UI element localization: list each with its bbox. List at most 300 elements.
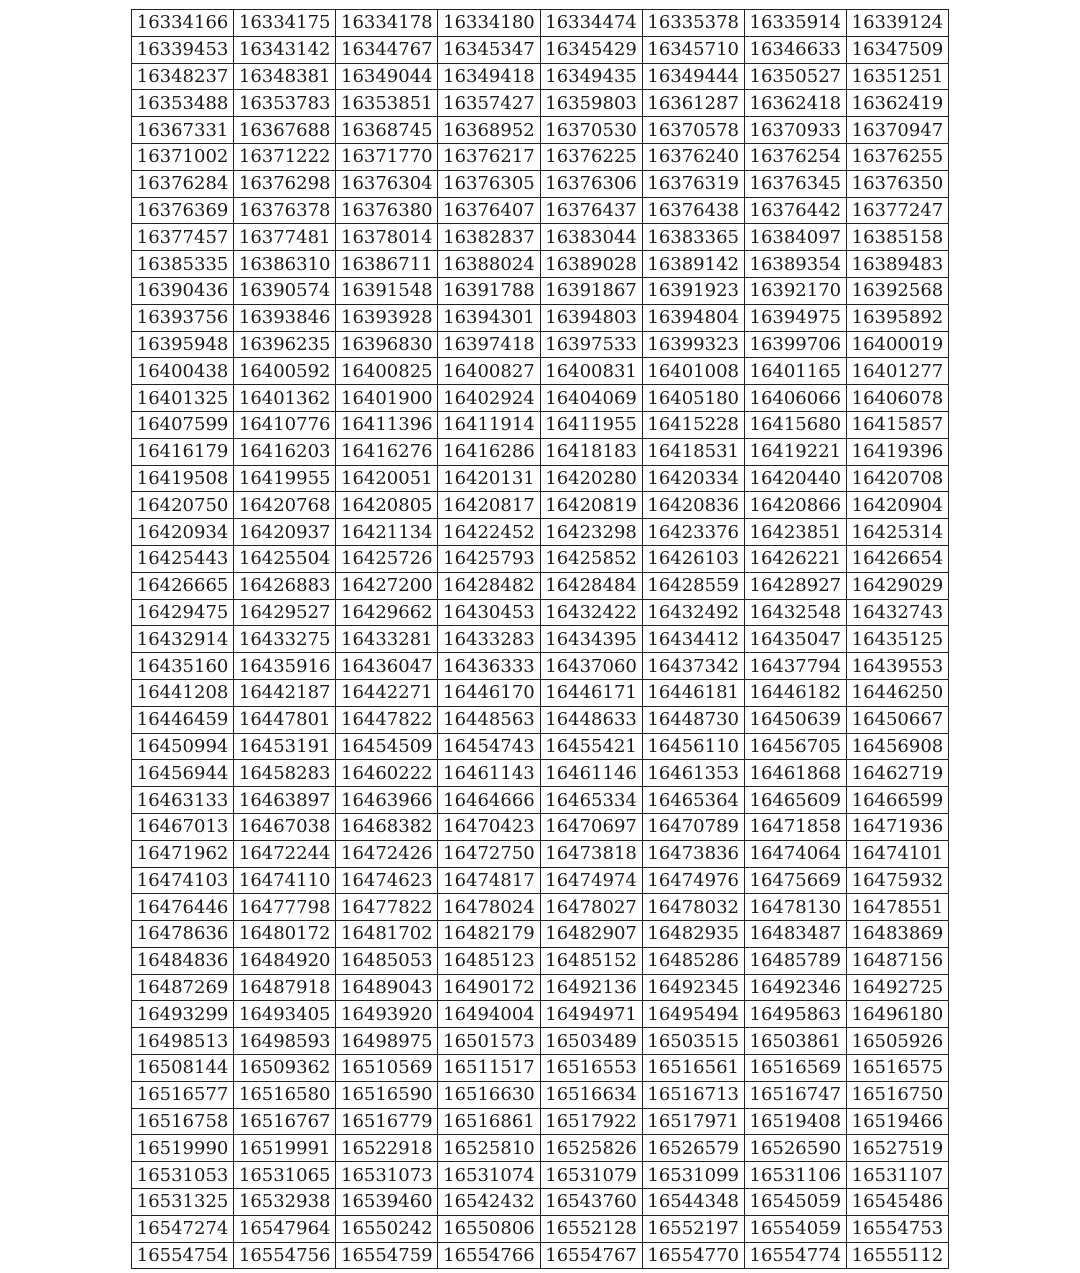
table-cell: 16389142 — [642, 251, 744, 278]
table-cell: 16401900 — [336, 385, 438, 412]
table-cell: 16517922 — [540, 1108, 642, 1135]
table-cell: 16475669 — [744, 867, 846, 894]
table-cell: 16516575 — [846, 1055, 948, 1082]
table-cell: 16516553 — [540, 1055, 642, 1082]
table-cell: 16416286 — [438, 438, 540, 465]
table-cell: 16487918 — [234, 974, 336, 1001]
table-cell: 16368745 — [336, 117, 438, 144]
table-cell: 16429475 — [132, 599, 234, 626]
table-cell: 16525826 — [540, 1135, 642, 1162]
table-cell: 16495494 — [642, 1001, 744, 1028]
table-cell: 16420934 — [132, 519, 234, 546]
table-cell: 16485053 — [336, 947, 438, 974]
table-cell: 16432422 — [540, 599, 642, 626]
table-cell: 16466599 — [846, 787, 948, 814]
table-cell: 16433283 — [438, 626, 540, 653]
table-cell: 16477822 — [336, 894, 438, 921]
table-cell: 16456944 — [132, 760, 234, 787]
table-cell: 16394975 — [744, 304, 846, 331]
table-cell: 16416203 — [234, 438, 336, 465]
table-cell: 16492136 — [540, 974, 642, 1001]
table-cell: 16494004 — [438, 1001, 540, 1028]
table-cell: 16545059 — [744, 1189, 846, 1216]
table-cell: 16531074 — [438, 1162, 540, 1189]
table-cell: 16344767 — [336, 36, 438, 63]
table-cell: 16519990 — [132, 1135, 234, 1162]
table-row — [132, 90, 949, 117]
table-cell: 16399706 — [744, 331, 846, 358]
table-cell: 16368952 — [438, 117, 540, 144]
table-cell: 16429662 — [336, 599, 438, 626]
table-cell: 16432914 — [132, 626, 234, 653]
table-cell: 16376217 — [438, 143, 540, 170]
table-cell: 16394301 — [438, 304, 540, 331]
table-cell: 16474103 — [132, 867, 234, 894]
table-cell: 16376240 — [642, 143, 744, 170]
table-cell: 16397533 — [540, 331, 642, 358]
table-cell: 16463897 — [234, 787, 336, 814]
table-row — [132, 63, 949, 90]
table-cell: 16437060 — [540, 653, 642, 680]
table-cell: 16516767 — [234, 1108, 336, 1135]
table-cell: 16376255 — [846, 143, 948, 170]
table-cell: 16485123 — [438, 947, 540, 974]
table-cell: 16367331 — [132, 117, 234, 144]
table-cell: 16496180 — [846, 1001, 948, 1028]
table-cell: 16475932 — [846, 867, 948, 894]
table-cell: 16383044 — [540, 224, 642, 251]
table-row — [132, 653, 949, 680]
table-cell: 16339124 — [846, 10, 948, 37]
table-cell: 16347509 — [846, 36, 948, 63]
table-cell: 16473818 — [540, 840, 642, 867]
table-row — [132, 1108, 949, 1135]
table-cell: 16516590 — [336, 1081, 438, 1108]
table-cell: 16532938 — [234, 1189, 336, 1216]
table-cell: 16400827 — [438, 358, 540, 385]
table-cell: 16435047 — [744, 626, 846, 653]
table-cell: 16554753 — [846, 1215, 948, 1242]
table-cell: 16508144 — [132, 1055, 234, 1082]
table-cell: 16492346 — [744, 974, 846, 1001]
table-cell: 16545486 — [846, 1189, 948, 1216]
table-cell: 16394803 — [540, 304, 642, 331]
table-cell: 16531099 — [642, 1162, 744, 1189]
table-cell: 16427200 — [336, 572, 438, 599]
table-cell: 16455421 — [540, 733, 642, 760]
table-cell: 16430453 — [438, 599, 540, 626]
table-cell: 16392170 — [744, 277, 846, 304]
table-cell: 16554756 — [234, 1242, 336, 1269]
table-cell: 16425852 — [540, 545, 642, 572]
table-cell: 16423376 — [642, 519, 744, 546]
table-cell: 16425314 — [846, 519, 948, 546]
table-cell: 16478024 — [438, 894, 540, 921]
table-cell: 16531065 — [234, 1162, 336, 1189]
table-cell: 16531079 — [540, 1162, 642, 1189]
table-cell: 16461353 — [642, 760, 744, 787]
table-cell: 16458283 — [234, 760, 336, 787]
table-cell: 16389028 — [540, 251, 642, 278]
table-cell: 16426883 — [234, 572, 336, 599]
table-cell: 16345710 — [642, 36, 744, 63]
table-cell: 16345429 — [540, 36, 642, 63]
table-cell: 16391867 — [540, 277, 642, 304]
table-cell: 16350527 — [744, 63, 846, 90]
table-cell: 16554767 — [540, 1242, 642, 1269]
table-cell: 16474976 — [642, 867, 744, 894]
table-cell: 16471936 — [846, 813, 948, 840]
table-cell: 16474974 — [540, 867, 642, 894]
table-cell: 16395892 — [846, 304, 948, 331]
table-cell: 16472750 — [438, 840, 540, 867]
table-cell: 16371770 — [336, 143, 438, 170]
table-cell: 16353783 — [234, 90, 336, 117]
table-cell: 16420819 — [540, 492, 642, 519]
table-cell: 16406078 — [846, 385, 948, 412]
table-cell: 16420440 — [744, 465, 846, 492]
table-cell: 16435160 — [132, 653, 234, 680]
table-cell: 16385335 — [132, 251, 234, 278]
table-row — [132, 1055, 949, 1082]
table-cell: 16371002 — [132, 143, 234, 170]
table-cell: 16391923 — [642, 277, 744, 304]
table-cell: 16357427 — [438, 90, 540, 117]
table-cell: 16426665 — [132, 572, 234, 599]
table-cell: 16415680 — [744, 411, 846, 438]
table-cell: 16503489 — [540, 1028, 642, 1055]
table-cell: 16516569 — [744, 1055, 846, 1082]
table-row — [132, 143, 949, 170]
table-cell: 16400019 — [846, 331, 948, 358]
table-cell: 16516713 — [642, 1081, 744, 1108]
table-cell: 16371222 — [234, 143, 336, 170]
table-cell: 16423851 — [744, 519, 846, 546]
table-row — [132, 1162, 949, 1189]
table-cell: 16472244 — [234, 840, 336, 867]
table-cell: 16478551 — [846, 894, 948, 921]
table-cell: 16446171 — [540, 679, 642, 706]
table-cell: 16376350 — [846, 170, 948, 197]
table-cell: 16339453 — [132, 36, 234, 63]
table-row — [132, 1242, 949, 1269]
table-cell: 16388024 — [438, 251, 540, 278]
table-cell: 16439553 — [846, 653, 948, 680]
table-cell: 16426221 — [744, 545, 846, 572]
table-cell: 16554759 — [336, 1242, 438, 1269]
table-cell: 16386711 — [336, 251, 438, 278]
table-cell: 16418183 — [540, 438, 642, 465]
table-cell: 16378014 — [336, 224, 438, 251]
table-cell: 16401165 — [744, 358, 846, 385]
table-cell: 16420708 — [846, 465, 948, 492]
table-cell: 16503515 — [642, 1028, 744, 1055]
table-cell: 16349435 — [540, 63, 642, 90]
table-cell: 16435125 — [846, 626, 948, 653]
table-cell: 16410776 — [234, 411, 336, 438]
table-cell: 16370530 — [540, 117, 642, 144]
table-cell: 16367688 — [234, 117, 336, 144]
id-number-table-body — [132, 10, 949, 1269]
table-cell: 16476446 — [132, 894, 234, 921]
table-cell: 16390436 — [132, 277, 234, 304]
table-cell: 16554766 — [438, 1242, 540, 1269]
table-cell: 16334180 — [438, 10, 540, 37]
table-cell: 16554774 — [744, 1242, 846, 1269]
table-cell: 16490172 — [438, 974, 540, 1001]
table-cell: 16416179 — [132, 438, 234, 465]
table-cell: 16436333 — [438, 653, 540, 680]
table-cell: 16494971 — [540, 1001, 642, 1028]
table-row — [132, 277, 949, 304]
table-cell: 16393846 — [234, 304, 336, 331]
table-cell: 16522918 — [336, 1135, 438, 1162]
table-row — [132, 251, 949, 278]
table-row — [132, 572, 949, 599]
table-cell: 16420750 — [132, 492, 234, 519]
table-cell: 16397418 — [438, 331, 540, 358]
table-row — [132, 224, 949, 251]
table-cell: 16493299 — [132, 1001, 234, 1028]
table-row — [132, 411, 949, 438]
table-cell: 16349418 — [438, 63, 540, 90]
table-cell: 16550242 — [336, 1215, 438, 1242]
table-cell: 16516750 — [846, 1081, 948, 1108]
table-row — [132, 1001, 949, 1028]
table-cell: 16405180 — [642, 385, 744, 412]
table-cell: 16474101 — [846, 840, 948, 867]
table-cell: 16552128 — [540, 1215, 642, 1242]
table-cell: 16437342 — [642, 653, 744, 680]
table-cell: 16335378 — [642, 10, 744, 37]
table-cell: 16519466 — [846, 1108, 948, 1135]
table-cell: 16516561 — [642, 1055, 744, 1082]
table-cell: 16425443 — [132, 545, 234, 572]
table-cell: 16376442 — [744, 197, 846, 224]
table-cell: 16400438 — [132, 358, 234, 385]
table-cell: 16492725 — [846, 974, 948, 1001]
table-cell: 16487269 — [132, 974, 234, 1001]
table-cell: 16516580 — [234, 1081, 336, 1108]
table-row — [132, 197, 949, 224]
table-row — [132, 1215, 949, 1242]
table-cell: 16474817 — [438, 867, 540, 894]
table-cell: 16448633 — [540, 706, 642, 733]
table-cell: 16434412 — [642, 626, 744, 653]
table-row — [132, 947, 949, 974]
table-cell: 16448563 — [438, 706, 540, 733]
table-row — [132, 921, 949, 948]
table-cell: 16531073 — [336, 1162, 438, 1189]
table-cell: 16370578 — [642, 117, 744, 144]
table-cell: 16543760 — [540, 1189, 642, 1216]
table-cell: 16547964 — [234, 1215, 336, 1242]
table-row — [132, 894, 949, 921]
table-cell: 16420904 — [846, 492, 948, 519]
table-row — [132, 331, 949, 358]
table-cell: 16376306 — [540, 170, 642, 197]
table-cell: 16377457 — [132, 224, 234, 251]
table-cell: 16446250 — [846, 679, 948, 706]
table-row — [132, 679, 949, 706]
table-cell: 16437794 — [744, 653, 846, 680]
table-cell: 16468382 — [336, 813, 438, 840]
table-cell: 16461868 — [744, 760, 846, 787]
table-cell: 16481702 — [336, 921, 438, 948]
table-cell: 16334175 — [234, 10, 336, 37]
table-cell: 16454509 — [336, 733, 438, 760]
table-cell: 16516634 — [540, 1081, 642, 1108]
table-cell: 16447801 — [234, 706, 336, 733]
table-cell: 16343142 — [234, 36, 336, 63]
table-cell: 16482179 — [438, 921, 540, 948]
table-cell: 16353488 — [132, 90, 234, 117]
table-cell: 16474064 — [744, 840, 846, 867]
table-row — [132, 304, 949, 331]
table-cell: 16432743 — [846, 599, 948, 626]
table-cell: 16482907 — [540, 921, 642, 948]
table-cell: 16478130 — [744, 894, 846, 921]
table-cell: 16376298 — [234, 170, 336, 197]
table-cell: 16376369 — [132, 197, 234, 224]
table-cell: 16516630 — [438, 1081, 540, 1108]
table-cell: 16426103 — [642, 545, 744, 572]
table-cell: 16484920 — [234, 947, 336, 974]
table-row — [132, 465, 949, 492]
table-cell: 16516861 — [438, 1108, 540, 1135]
table-cell: 16391548 — [336, 277, 438, 304]
table-cell: 16425726 — [336, 545, 438, 572]
table-cell: 16376284 — [132, 170, 234, 197]
table-cell: 16464666 — [438, 787, 540, 814]
table-cell: 16531106 — [744, 1162, 846, 1189]
id-number-table — [131, 9, 949, 1269]
table-cell: 16448730 — [642, 706, 744, 733]
table-cell: 16471858 — [744, 813, 846, 840]
table-cell: 16471962 — [132, 840, 234, 867]
table-cell: 16531325 — [132, 1189, 234, 1216]
table-cell: 16370933 — [744, 117, 846, 144]
table-cell: 16406066 — [744, 385, 846, 412]
table-cell: 16525810 — [438, 1135, 540, 1162]
table-cell: 16401325 — [132, 385, 234, 412]
table-cell: 16432492 — [642, 599, 744, 626]
table-cell: 16419396 — [846, 438, 948, 465]
table-cell: 16402924 — [438, 385, 540, 412]
table-row — [132, 117, 949, 144]
table-cell: 16376225 — [540, 143, 642, 170]
table-cell: 16516779 — [336, 1108, 438, 1135]
table-cell: 16334178 — [336, 10, 438, 37]
table-cell: 16419221 — [744, 438, 846, 465]
table-cell: 16423298 — [540, 519, 642, 546]
table-cell: 16478032 — [642, 894, 744, 921]
table-cell: 16516577 — [132, 1081, 234, 1108]
table-cell: 16485789 — [744, 947, 846, 974]
table-cell: 16418531 — [642, 438, 744, 465]
table-row — [132, 170, 949, 197]
table-cell: 16433281 — [336, 626, 438, 653]
table-row — [132, 733, 949, 760]
table-cell: 16429527 — [234, 599, 336, 626]
table-row — [132, 760, 949, 787]
table-cell: 16461143 — [438, 760, 540, 787]
table-cell: 16498975 — [336, 1028, 438, 1055]
table-cell: 16472426 — [336, 840, 438, 867]
table-row — [132, 1081, 949, 1108]
table-cell: 16376378 — [234, 197, 336, 224]
table-cell: 16391788 — [438, 277, 540, 304]
table-cell: 16419508 — [132, 465, 234, 492]
table-cell: 16446181 — [642, 679, 744, 706]
table-cell: 16404069 — [540, 385, 642, 412]
table-cell: 16554770 — [642, 1242, 744, 1269]
table-row — [132, 438, 949, 465]
table-cell: 16542432 — [438, 1189, 540, 1216]
table-cell: 16421134 — [336, 519, 438, 546]
table-cell: 16511517 — [438, 1055, 540, 1082]
table-cell: 16422452 — [438, 519, 540, 546]
table-row — [132, 492, 949, 519]
table-cell: 16489043 — [336, 974, 438, 1001]
table-cell: 16399323 — [642, 331, 744, 358]
table-cell: 16478636 — [132, 921, 234, 948]
table-cell: 16482935 — [642, 921, 744, 948]
table-cell: 16519991 — [234, 1135, 336, 1162]
table-cell: 16554754 — [132, 1242, 234, 1269]
table-cell: 16517971 — [642, 1108, 744, 1135]
table-cell: 16377481 — [234, 224, 336, 251]
table-row — [132, 813, 949, 840]
table-cell: 16362419 — [846, 90, 948, 117]
table-cell: 16433275 — [234, 626, 336, 653]
table-cell: 16477798 — [234, 894, 336, 921]
table-cell: 16470423 — [438, 813, 540, 840]
table-cell: 16428482 — [438, 572, 540, 599]
table-cell: 16416276 — [336, 438, 438, 465]
table-cell: 16487156 — [846, 947, 948, 974]
table-cell: 16396235 — [234, 331, 336, 358]
table-cell: 16470789 — [642, 813, 744, 840]
table-cell: 16483869 — [846, 921, 948, 948]
table-cell: 16415228 — [642, 411, 744, 438]
table-cell: 16550806 — [438, 1215, 540, 1242]
table-cell: 16334166 — [132, 10, 234, 37]
table-cell: 16428927 — [744, 572, 846, 599]
table-cell: 16474110 — [234, 867, 336, 894]
table-cell: 16450994 — [132, 733, 234, 760]
table-cell: 16544348 — [642, 1189, 744, 1216]
table-cell: 16478027 — [540, 894, 642, 921]
table-cell: 16519408 — [744, 1108, 846, 1135]
table-cell: 16419955 — [234, 465, 336, 492]
table-cell: 16539460 — [336, 1189, 438, 1216]
table-cell: 16435916 — [234, 653, 336, 680]
table-cell: 16526579 — [642, 1135, 744, 1162]
table-cell: 16420805 — [336, 492, 438, 519]
table-cell: 16484836 — [132, 947, 234, 974]
table-cell: 16465364 — [642, 787, 744, 814]
table-cell: 16527519 — [846, 1135, 948, 1162]
table-cell: 16474623 — [336, 867, 438, 894]
table-cell: 16376437 — [540, 197, 642, 224]
table-cell: 16425504 — [234, 545, 336, 572]
table-cell: 16531053 — [132, 1162, 234, 1189]
table-cell: 16493920 — [336, 1001, 438, 1028]
table-cell: 16485286 — [642, 947, 744, 974]
table-cell: 16362418 — [744, 90, 846, 117]
table-cell: 16456705 — [744, 733, 846, 760]
